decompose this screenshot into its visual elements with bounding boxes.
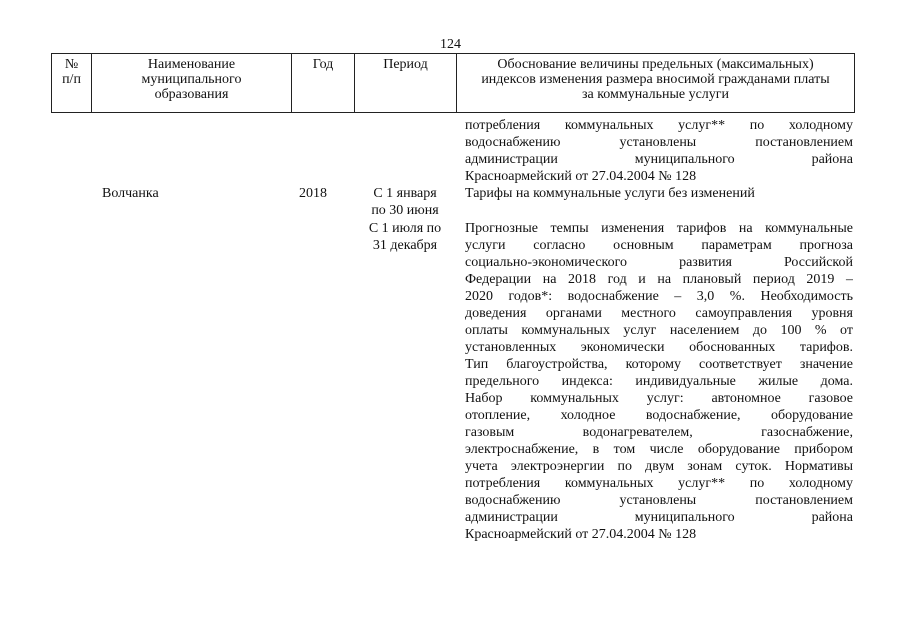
header-text: муниципального	[141, 72, 242, 87]
header-text: за коммунальные услуги	[581, 87, 730, 102]
text-line: услуги согласно основным параметрам прогноза	[465, 238, 853, 253]
table-header	[51, 53, 855, 113]
header-period-column	[355, 54, 457, 112]
text-line: Федерации на 2018 год и на плановый период 2019 –	[465, 272, 853, 287]
page-number: 124	[440, 37, 461, 52]
text-line: Набор коммунальных услуг: автономное газовое	[465, 391, 853, 406]
header-year-column	[292, 54, 355, 112]
header-text: Период	[383, 57, 428, 72]
text-line: газовым водонагревателем, газоснабжение,	[465, 425, 853, 440]
basis-first-half	[465, 185, 853, 202]
period-text: С 1 июля по	[368, 221, 442, 236]
text-line: потребления коммунальных услуг** по холодному	[465, 476, 853, 491]
text-line: Тип благоустройства, которому соответствует значение	[465, 357, 853, 372]
header-text: п/п	[62, 72, 81, 87]
header-text: Обоснование величины предельных (максимальных)	[497, 57, 814, 72]
text-line: учета электроэнергии по двум зонам суток. Нормативы	[465, 459, 853, 474]
header-number-column	[52, 54, 92, 112]
text-line: доведения органами местного самоуправления уровня	[465, 306, 853, 321]
header-basis-column	[457, 54, 854, 112]
text-line: водоснабжению установлены постановлением	[465, 135, 853, 150]
header-text: Год	[312, 57, 334, 72]
municipality-name: Волчанка	[102, 186, 159, 201]
period-first-half	[365, 185, 445, 219]
year-cell: 2018	[299, 186, 327, 201]
text-line: отопление, холодное водоснабжение, оборудование	[465, 408, 853, 423]
text-line: Прогнозные темпы изменения тарифов на коммунальные	[465, 221, 853, 236]
period-text: 31 декабря	[372, 238, 438, 253]
text-line: 2020 годов*: водоснабжение – 3,0 %. Необходимость	[465, 289, 853, 304]
header-text: Наименование	[147, 57, 236, 72]
text-line: Красноармейский от 27.04.2004 № 128	[465, 527, 697, 542]
text-line: социально-экономического развития Российской	[465, 255, 853, 270]
period-text: С 1 января	[373, 186, 437, 201]
text-line: оплаты коммунальных услуг населением до 100 % от	[465, 323, 853, 338]
period-text: по 30 июня	[371, 203, 439, 218]
continuation-basis-text	[465, 117, 853, 185]
text-line: предельного индекса: индивидуальные жилые дома.	[465, 374, 853, 389]
text-line: установленных экономически обоснованных тарифов.	[465, 340, 853, 355]
text-line: администрации муниципального района	[465, 152, 853, 167]
header-text: образования	[154, 87, 229, 102]
text-line: потребления коммунальных услуг** по холодному	[465, 118, 853, 133]
header-text: №	[64, 57, 79, 72]
header-municipality-column	[92, 54, 292, 112]
basis-second-half	[465, 220, 853, 543]
text-line: водоснабжению установлены постановлением	[465, 493, 853, 508]
period-second-half	[365, 220, 445, 254]
text-line: Красноармейский от 27.04.2004 № 128	[465, 169, 697, 184]
text-line: электроснабжение, в том числе оборудование прибором	[465, 442, 853, 457]
header-text: индексов изменения размера вносимой гражданами платы	[481, 72, 830, 87]
text-line: Тарифы на коммунальные услуги без изменений	[465, 186, 755, 201]
text-line: администрации муниципального района	[465, 510, 853, 525]
